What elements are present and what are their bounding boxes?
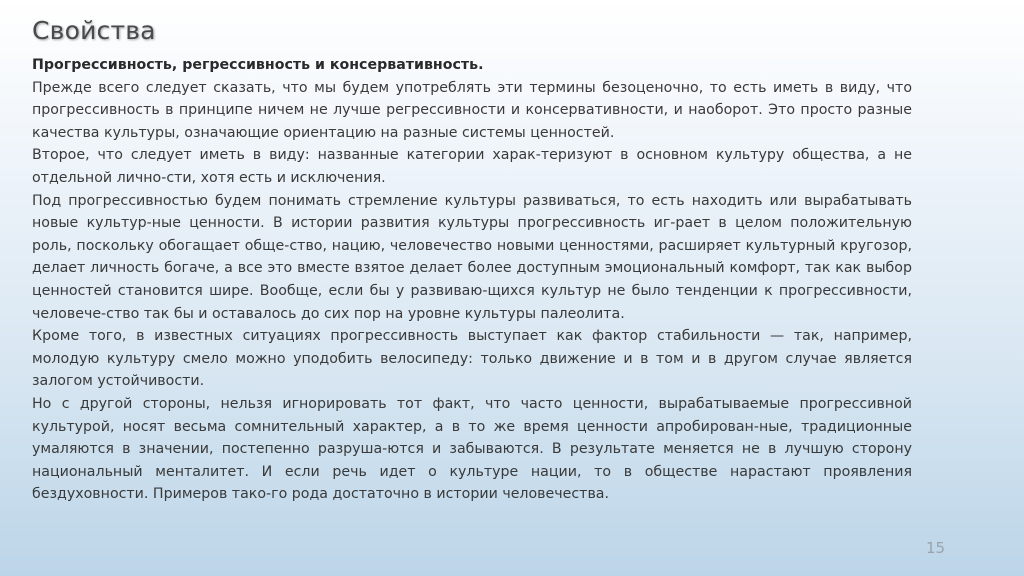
paragraph-2: Второе, что следует иметь в виду: названные категории харак-теризуют в основном культуру общества, а не отдельной лично-сти, хотя есть и исключения. — [32, 147, 912, 186]
slide-subtitle: Прогрессивность, регрессивность и консервативность. — [32, 57, 484, 73]
slide-body — [32, 54, 912, 506]
paragraph-1: Прежде всего следует сказать, что мы будем употреблять эти термины безоценочно, то есть иметь в виду, что прогрессивность в принципе ничем не лучше регрессивности и консервативности, и наоборот. Это просто разные качества культуры, означающие ориентацию на разные системы ценностей. — [32, 79, 912, 141]
page-number: 15 — [926, 539, 946, 557]
paragraph-4: Кроме того, в известных ситуациях прогрессивность выступает как фактор стабильности — так, например, молодую культуру смело можно уподобить велосипеду: только движение и в том и в другом случае является залогом устойчивости. — [32, 328, 912, 390]
paragraph-5: Но с другой стороны, нельзя игнорировать тот факт, что часто ценности, вырабатываемые прогрессивной культурой, носят весьма сомнительный характер, а в то же время ценности апробирован-ные, традиционные умаляются в значении, постепенно разруша-ются и забываются. В результате меняется не в лучшую сторону национальный менталитет. И если речь идет о культуре нации, то в обществе нарастают проявления бездуховности. Примеров тако-го рода достаточно в истории человечества. — [32, 395, 912, 503]
slide-title: Свойства — [32, 16, 156, 45]
paragraph-3: Под прогрессивностью будем понимать стремление культуры развиваться, то есть находить или вырабатывать новые культур-ные ценности. В истории развития культуры прогрессивность иг-рает в целом положительную роль, поскольку обогащает обще-ство, нацию, человечество новыми ценностями, расширяет культурный кругозор, делает личность богаче, а все это вместе взятое делает более доступным эмоциональный комфорт, так как выбор ценностей становится шире. Вообще, если бы у развиваю-щихся культур не было тенденции к прогрессивности, человече-ство так бы и оставалось до сих пор на уровне культуры палеолита. — [32, 192, 912, 322]
